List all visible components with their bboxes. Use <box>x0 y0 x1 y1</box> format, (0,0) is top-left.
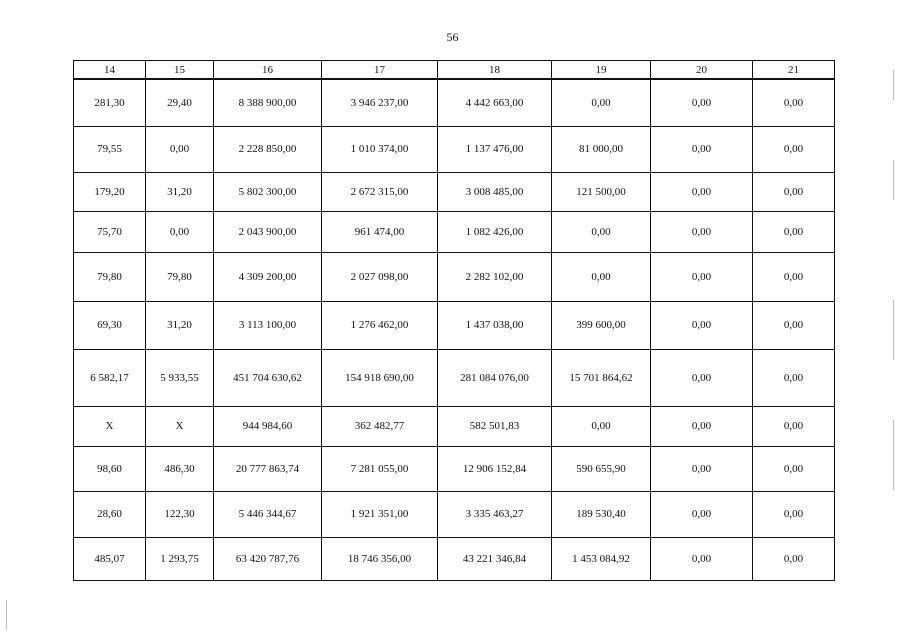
table-cell: 31,20 <box>146 172 214 211</box>
table-cell: 1 453 084,92 <box>552 537 651 580</box>
column-header: 17 <box>322 61 438 80</box>
table-cell: 0,00 <box>146 211 214 252</box>
scan-artifact <box>893 160 894 200</box>
table-row <box>74 301 835 349</box>
table-cell: 28,60 <box>74 491 146 537</box>
table-cell: 69,30 <box>74 301 146 349</box>
table-cell: 2 027 098,00 <box>322 252 438 301</box>
table-cell: 0,00 <box>651 211 753 252</box>
table-row <box>74 349 835 406</box>
table-cell: 0,00 <box>651 126 753 172</box>
table-cell: 2 282 102,00 <box>438 252 552 301</box>
table-row <box>74 211 835 252</box>
header-row <box>74 61 835 80</box>
table-cell: 43 221 346,84 <box>438 537 552 580</box>
column-header: 16 <box>214 61 322 80</box>
table-cell: 1 293,75 <box>146 537 214 580</box>
page-number: 56 <box>446 30 459 44</box>
table-cell: X <box>146 406 214 446</box>
table-cell: 1 437 038,00 <box>438 301 552 349</box>
table-cell: 582 501,83 <box>438 406 552 446</box>
table-row <box>74 79 835 126</box>
table-cell: 179,20 <box>74 172 146 211</box>
table-cell: 5 933,55 <box>146 349 214 406</box>
table-cell: 0,00 <box>753 537 835 580</box>
table-cell: 1 137 476,00 <box>438 126 552 172</box>
table-cell: 63 420 787,76 <box>214 537 322 580</box>
scan-artifact <box>6 600 7 630</box>
table-cell: 0,00 <box>753 491 835 537</box>
table-cell: 2 672 315,00 <box>322 172 438 211</box>
table-cell: 0,00 <box>753 126 835 172</box>
table-cell: 18 746 356,00 <box>322 537 438 580</box>
table-cell: 0,00 <box>651 252 753 301</box>
table-cell: 154 918 690,00 <box>322 349 438 406</box>
table-cell: 3 113 100,00 <box>214 301 322 349</box>
table-cell: 944 984,60 <box>214 406 322 446</box>
column-header: 21 <box>753 61 835 80</box>
table-cell: 8 388 900,00 <box>214 79 322 126</box>
table-cell: 0,00 <box>753 349 835 406</box>
column-header: 19 <box>552 61 651 80</box>
table-cell: X <box>74 406 146 446</box>
scan-artifact <box>893 420 894 490</box>
table-cell: 5 446 344,67 <box>214 491 322 537</box>
column-header: 20 <box>651 61 753 80</box>
table-cell: 122,30 <box>146 491 214 537</box>
table-row <box>74 172 835 211</box>
table-row <box>74 446 835 491</box>
table-cell: 79,80 <box>74 252 146 301</box>
table-cell: 0,00 <box>651 79 753 126</box>
table-cell: 451 704 630,62 <box>214 349 322 406</box>
table-body <box>74 79 835 580</box>
table-cell: 7 281 055,00 <box>322 446 438 491</box>
table-cell: 2 043 900,00 <box>214 211 322 252</box>
table-cell: 79,55 <box>74 126 146 172</box>
table-cell: 1 276 462,00 <box>322 301 438 349</box>
table-row <box>74 406 835 446</box>
table-cell: 281 084 076,00 <box>438 349 552 406</box>
table-cell: 3 008 485,00 <box>438 172 552 211</box>
column-header: 15 <box>146 61 214 80</box>
table-cell: 1 010 374,00 <box>322 126 438 172</box>
table-header <box>74 61 835 80</box>
table-cell: 0,00 <box>651 446 753 491</box>
table-cell: 281,30 <box>74 79 146 126</box>
table-cell: 0,00 <box>651 172 753 211</box>
table-cell: 0,00 <box>753 172 835 211</box>
table-cell: 5 802 300,00 <box>214 172 322 211</box>
table-cell: 961 474,00 <box>322 211 438 252</box>
table-cell: 20 777 863,74 <box>214 446 322 491</box>
table-cell: 0,00 <box>651 349 753 406</box>
table-cell: 0,00 <box>753 252 835 301</box>
data-table <box>73 60 835 581</box>
scan-artifact <box>893 70 894 100</box>
table-cell: 121 500,00 <box>552 172 651 211</box>
table-row <box>74 252 835 301</box>
scan-artifact <box>893 300 894 360</box>
table-cell: 2 228 850,00 <box>214 126 322 172</box>
table-cell: 0,00 <box>552 79 651 126</box>
column-header: 14 <box>74 61 146 80</box>
table-cell: 189 530,40 <box>552 491 651 537</box>
table-cell: 0,00 <box>753 211 835 252</box>
table-cell: 6 582,17 <box>74 349 146 406</box>
table-cell: 81 000,00 <box>552 126 651 172</box>
table-row <box>74 537 835 580</box>
table-cell: 0,00 <box>753 79 835 126</box>
table-cell: 4 442 663,00 <box>438 79 552 126</box>
table-cell: 485,07 <box>74 537 146 580</box>
table-cell: 0,00 <box>651 301 753 349</box>
table-cell: 486,30 <box>146 446 214 491</box>
table-row <box>74 126 835 172</box>
table-cell: 0,00 <box>753 406 835 446</box>
table-cell: 0,00 <box>651 537 753 580</box>
table-cell: 79,80 <box>146 252 214 301</box>
table-cell: 3 335 463,27 <box>438 491 552 537</box>
table-cell: 29,40 <box>146 79 214 126</box>
table-cell: 0,00 <box>146 126 214 172</box>
table-cell: 0,00 <box>651 491 753 537</box>
table-row <box>74 491 835 537</box>
table-cell: 15 701 864,62 <box>552 349 651 406</box>
table-cell: 0,00 <box>552 211 651 252</box>
table-cell: 0,00 <box>753 301 835 349</box>
table-cell: 0,00 <box>552 252 651 301</box>
table-cell: 590 655,90 <box>552 446 651 491</box>
table-cell: 75,70 <box>74 211 146 252</box>
table-cell: 3 946 237,00 <box>322 79 438 126</box>
table-cell: 98,60 <box>74 446 146 491</box>
table-cell: 0,00 <box>651 406 753 446</box>
table-cell: 399 600,00 <box>552 301 651 349</box>
table-cell: 362 482,77 <box>322 406 438 446</box>
table-cell: 1 921 351,00 <box>322 491 438 537</box>
table-cell: 12 906 152,84 <box>438 446 552 491</box>
table-cell: 1 082 426,00 <box>438 211 552 252</box>
table-cell: 0,00 <box>552 406 651 446</box>
column-header: 18 <box>438 61 552 80</box>
table-cell: 0,00 <box>753 446 835 491</box>
table-cell: 31,20 <box>146 301 214 349</box>
table-cell: 4 309 200,00 <box>214 252 322 301</box>
